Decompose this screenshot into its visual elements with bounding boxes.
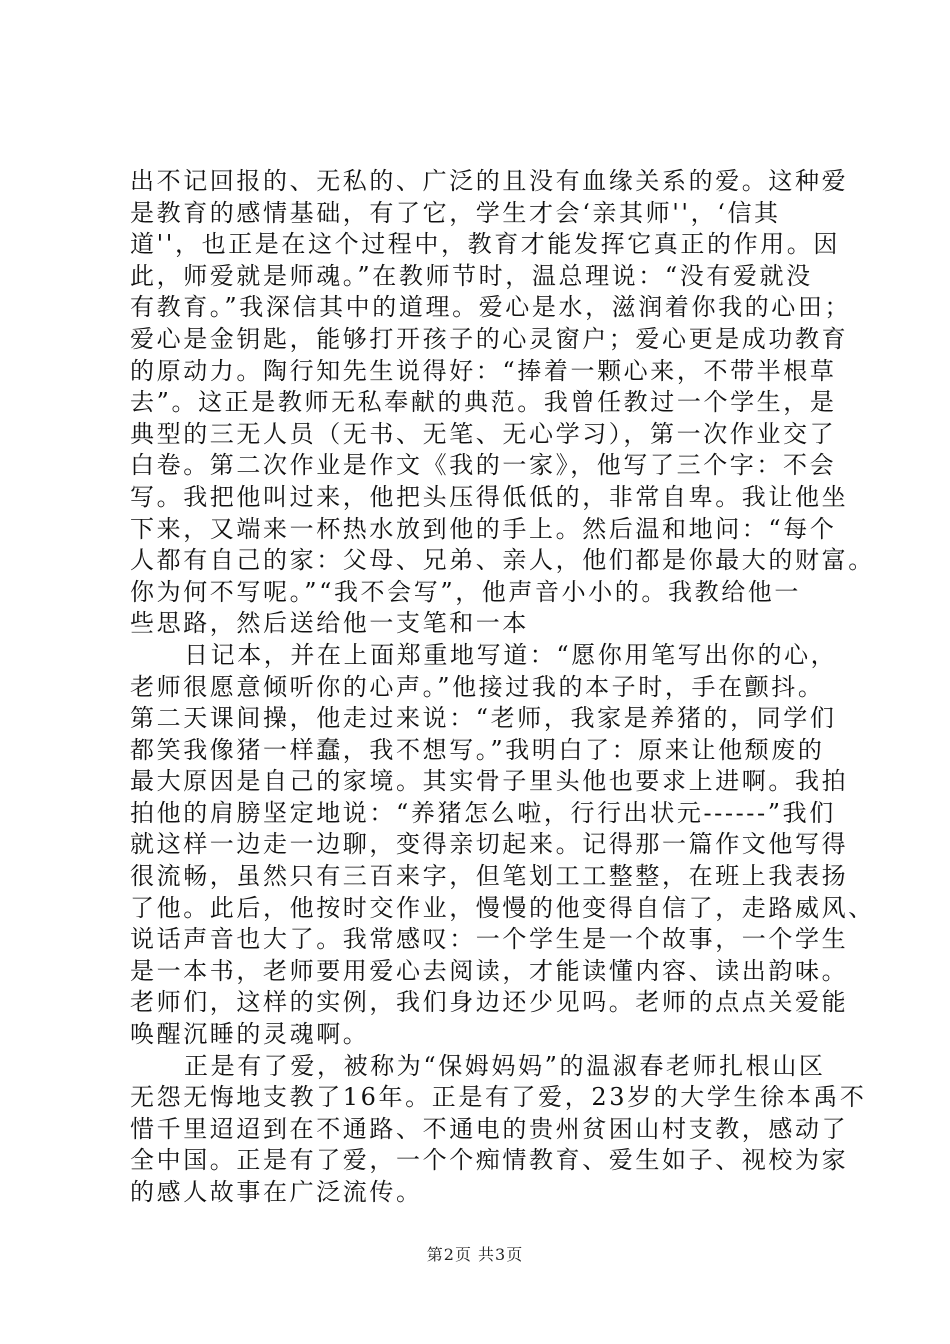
text-line: 此，师爱就是师魂。”在教师节时，温总理说：“没有爱就没: [130, 261, 813, 290]
text-line: 爱心是金钥匙，能够打开孩子的心灵窗户；爱心更是成功教育: [130, 324, 849, 353]
text-line: 有教育。”我深信其中的道理。爱心是水，滋润着你我的心田；: [130, 293, 852, 322]
text-line: 了他。此后，他按时交作业，慢慢的他变得自信了，走路威风、: [130, 893, 875, 922]
text-line: 下来，又端来一杯热水放到他的手上。然后温和地问：“每个: [130, 514, 837, 543]
text-line: 唤醒沉睡的灵魂啊。: [130, 1020, 370, 1049]
body-text: [130, 166, 875, 1209]
text-line: 是一本书，老师要用爱心去阅读，才能读懂内容、读出韵味。: [130, 956, 849, 985]
text-line: 去”。这正是教师无私奉献的典范。我曾任教过一个学生，是: [130, 388, 837, 417]
text-line: 典型的三无人员（无书、无笔、无心学习），第一次作业交了: [130, 419, 837, 448]
text-line: 些思路，然后送给他一支笔和一本: [130, 609, 529, 638]
text-line: 的原动力。陶行知先生说得好：“捧着一颗心来，不带半根草: [130, 356, 837, 385]
text-line: 是教育的感情基础，有了它，学生才会‘亲其师''，‘信其: [130, 198, 781, 227]
text-line: 拍他的肩膀坚定地说：“养猪怎么啦，行行出状元------”我们: [130, 798, 836, 827]
text-line: 老师很愿意倾听你的心声。”他接过我的本子时，手在颤抖。: [130, 672, 825, 701]
text-line: 人都有自己的家：父母、兄弟、亲人，他们都是你最大的财富。: [130, 546, 875, 575]
text-line: 全中国。正是有了爱，一个个痴情教育、爱生如子、视校为家: [130, 1146, 849, 1175]
paragraph-start-line: 正是有了爱，被称为“保姆妈妈”的温淑春老师扎根山区: [184, 1051, 826, 1080]
text-line: 白卷。第二次作业是作文《我的一家》，他写了三个字：不会: [130, 451, 837, 480]
text-line: 最大原因是自己的家境。其实骨子里头他也要求上进啊。我拍: [130, 767, 849, 796]
text-line: 说话声音也大了。我常感叹：一个学生是一个故事，一个学生: [130, 925, 849, 954]
text-line: 无怨无悔地支教了16年。正是有了爱，23岁的大学生徐本禹不: [130, 1083, 867, 1112]
text-line: 惜千里迢迢到在不通路、不通电的贵州贫困山村支教，感动了: [130, 1114, 849, 1143]
text-line: 就这样一边走一边聊，变得亲切起来。记得那一篇作文他写得: [130, 830, 849, 859]
text-line: 出不记回报的、无私的、广泛的且没有血缘关系的爱。这种爱: [130, 167, 849, 195]
text-line: 你为何不写呢。”“我不会写”，他声音小小的。我教给他一: [130, 577, 802, 606]
text-line: 都笑我像猪一样蠢，我不想写。”我明白了：原来让他颓废的: [130, 735, 825, 764]
text-line: 道''，也正是在这个过程中，教育才能发挥它真正的作用。因: [130, 230, 840, 259]
text-line: 写。我把他叫过来，他把头压得低低的，非常自卑。我让他坐: [130, 482, 849, 511]
paragraph-start-line: 日记本，并在上面郑重地写道：“愿你用笔写出你的心，: [184, 640, 838, 669]
page-number-footer: 第2页 共3页: [426, 1245, 524, 1264]
text-line: 第二天课间操，他走过来说：“老师，我家是养猪的，同学们: [130, 704, 837, 733]
text-line: 的感人故事在广泛流传。: [130, 1178, 423, 1206]
text-line: 很流畅，虽然只有三百来字，但笔划工工整整，在班上我表扬: [130, 862, 849, 891]
text-line: 老师们，这样的实例，我们身边还少见吗。老师的点点关爱能: [130, 988, 849, 1017]
